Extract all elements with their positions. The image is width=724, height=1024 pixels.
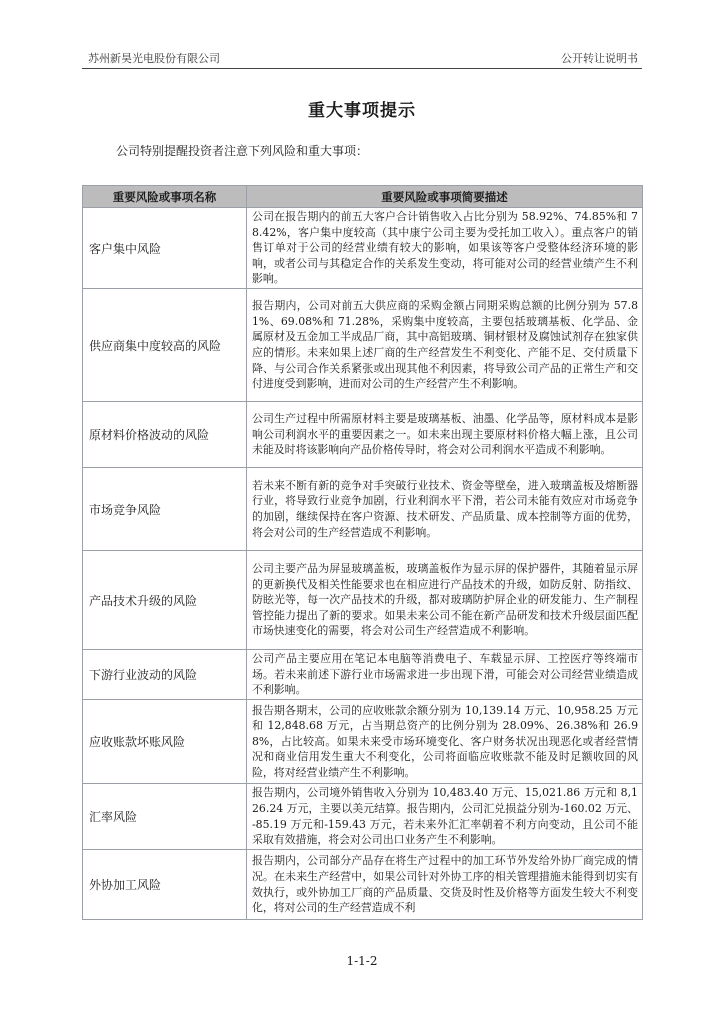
risk-description-cell: 报告期内，公司对前五大供应商的采购金额占同期采购总额的比例分别为 57.81%、69.08%和 71.28%，采购集中度较高，主要包括玻璃基板、化学品、金属原材及五金加工半成品厂商，其中高铝玻璃、铜材银材及腐蚀试剂存在独家供应的情形。未来如果上述厂商的生产经营发生不利变化、产能不足、交付质量下降、与公司合作关系紧张或出现其他不利因素，将导致公司产品的正常生产和交付进度受到影响，进而对公司的生产经营产生不利影响。 <box>247 289 643 402</box>
risk-description-cell: 公司产品主要应用在笔记本电脑等消费电子、车载显示屏、工控医疗等终端市场。若未来前述下游行业市场需求进一步出现下滑，可能会对公司经营业绩造成不利影响。 <box>247 650 643 700</box>
intro-paragraph: 公司特别提醒投资者注意下列风险和重大事项： <box>116 144 369 158</box>
risk-table <box>82 185 643 920</box>
risk-name-cell: 汇率风险 <box>83 784 247 850</box>
header-document-type: 公开转让说明书 <box>561 52 638 65</box>
column-header-risk-description: 重要风险或事项简要描述 <box>247 186 643 208</box>
risk-name-cell: 客户集中风险 <box>83 208 247 289</box>
page-header <box>82 48 642 69</box>
risk-description-cell: 公司生产过程中所需原材料主要是玻璃基板、油墨、化学品等，原材料成本是影响公司利润水平的重要因素之一。如未来出现主要原材料价格大幅上涨，且公司未能及时将该影响向产品价格传导时，将会对公司利润水平造成不利影响。 <box>247 402 643 468</box>
risk-name-cell: 原材料价格波动的风险 <box>83 402 247 468</box>
table-row <box>83 700 643 784</box>
table-row <box>83 784 643 850</box>
risk-description-cell: 报告期内，公司境外销售收入分别为 10,483.40 万元、15,021.86 万元和 8,126.24 万元，主要以美元结算。报告期内，公司汇兑损益分别为-160.02 万元、-85.19 万元和-159.43 万元，若未来外汇汇率朝着不利方向变动，且公司不能采取有效措施，将会对公司出口业务产生不利影响。 <box>247 784 643 850</box>
header-company-name: 苏州新昊光电股份有限公司 <box>88 52 220 65</box>
risk-description-cell: 公司在报告期内的前五大客户合计销售收入占比分别为 58.92%、74.85%和 78.42%，客户集中度较高（其中康宁公司主要为受托加工收入）。重点客户的销售订单对于公司的经营业绩有较大的影响，如果该等客户受整体经济环境的影响，或者公司与其稳定合作的关系发生变动，将可能对公司的经营业绩产生不利影响。 <box>247 208 643 289</box>
risk-name-cell: 外协加工风险 <box>83 850 247 920</box>
risk-description-cell: 报告期内，公司部分产品存在将生产过程中的加工环节外发给外协厂商完成的情况。在未来生产经营中，如果公司针对外协工序的相关管理措施未能得到切实有效执行，或外协加工厂商的产品质量、交货及时性及价格等方面发生较大不利变化，将对公司的生产经营造成不利 <box>247 850 643 920</box>
risk-description-cell: 公司主要产品为屏显玻璃盖板，玻璃盖板作为显示屏的保护器件，其随着显示屏的更新换代及相关性能要求也在相应进行产品技术的升级，如防反射、防指纹、防眩光等，每一次产品技术的升级，都对玻璃防护屏企业的研发能力、生产制程管控能力提出了新的要求。如果未来公司不能在新产品研发和技术升级层面匹配市场快速变化的需要，将会对公司生产经营造成不利影响。 <box>247 551 643 650</box>
column-header-risk-name: 重要风险或事项名称 <box>83 186 247 208</box>
risk-description-cell: 报告期各期末，公司的应收账款余额分别为 10,139.14 万元、10,958.25 万元和 12,848.68 万元，占当期总资产的比例分别为 28.09%、26.38%和 26.98%，占比较高。如果未来受市场环境变化、客户财务状况出现恶化或者经营情况和商业信用发生重大不利变化，公司将面临应收账款不能及时足额收回的风险，将对经营业绩产生不利影响。 <box>247 700 643 784</box>
table-row <box>83 650 643 700</box>
page-number: 1-1-2 <box>346 954 378 968</box>
table-row <box>83 289 643 402</box>
table-row <box>83 850 643 920</box>
risk-name-cell: 供应商集中度较高的风险 <box>83 289 247 402</box>
table-row <box>83 551 643 650</box>
risk-name-cell: 产品技术升级的风险 <box>83 551 247 650</box>
table-header-row <box>83 186 643 208</box>
page-title: 重大事项提示 <box>308 101 416 121</box>
risk-description-cell: 若未来不断有新的竞争对手突破行业技术、资金等壁垒，进入玻璃盖板及熔断器行业，将导致行业竞争加剧，行业利润水平下滑，若公司未能有效应对市场竞争的加剧，继续保持在客户资源、技术研发、产品质量、成本控制等方面的优势，将会对公司的生产经营造成不利影响。 <box>247 468 643 551</box>
risk-name-cell: 市场竞争风险 <box>83 468 247 551</box>
table-row <box>83 208 643 289</box>
table-row <box>83 402 643 468</box>
risk-name-cell: 下游行业波动的风险 <box>83 650 247 700</box>
risk-name-cell: 应收账款坏账风险 <box>83 700 247 784</box>
table-row <box>83 468 643 551</box>
